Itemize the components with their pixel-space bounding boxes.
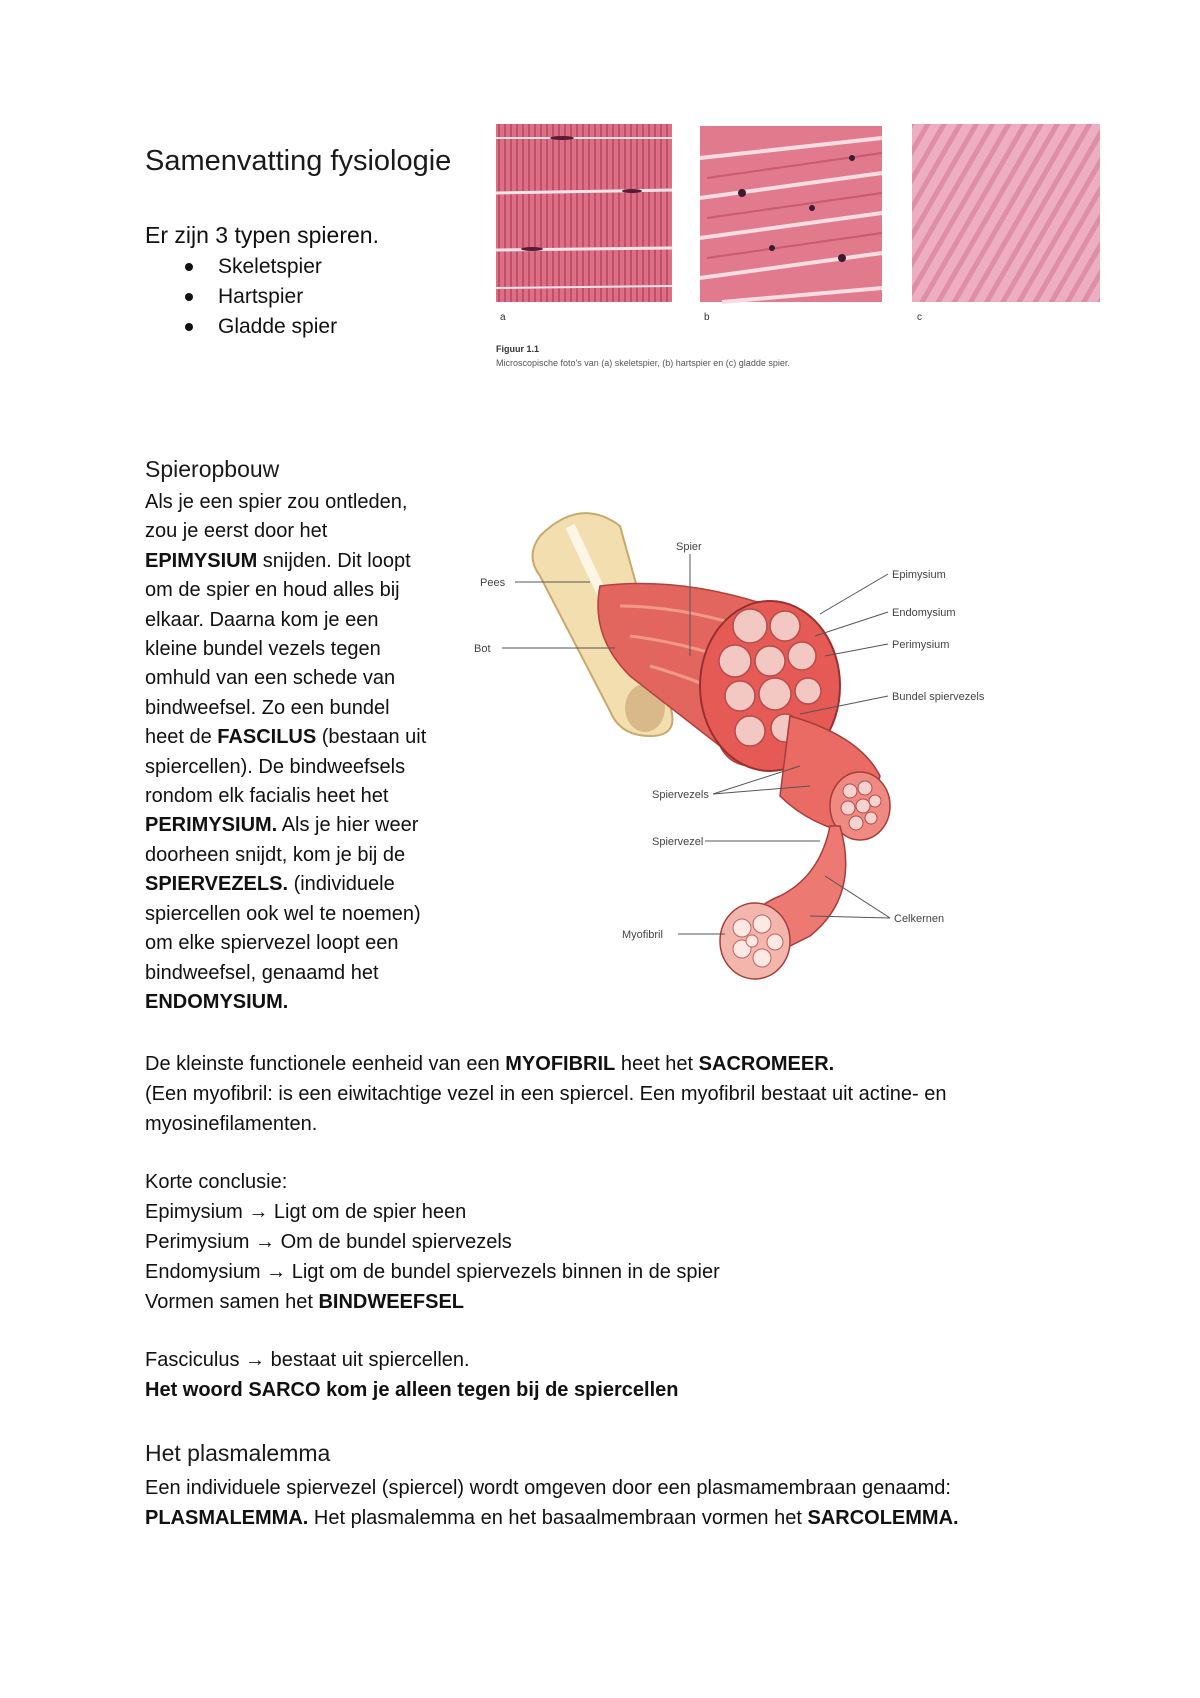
together-bold: BINDWEEFSEL xyxy=(318,1291,464,1313)
bold-term: MYOFIBRIL xyxy=(505,1053,616,1075)
fasciculus-line xyxy=(145,1346,470,1375)
text-segment: heet de xyxy=(145,726,218,749)
micrograph-skeletal-muscle xyxy=(496,124,672,302)
text-segment: doorheen snijdt, kom je bij de xyxy=(145,843,406,866)
bold-term: PLASMALEMMA. xyxy=(145,1507,309,1529)
fasciculus-term: Fasciculus xyxy=(145,1349,240,1371)
text-segment: (Een myofibril: is een eiwitachtige vezel in een spiercel. Een myofibril bestaat uit actine- en xyxy=(145,1083,947,1105)
text-segment: omhuld van een schede van xyxy=(145,667,396,690)
text-segment: myosinefilamenten. xyxy=(145,1113,318,1135)
text-segment: De kleinste functionele eenheid van een xyxy=(145,1053,506,1075)
paragraph-line xyxy=(145,606,485,635)
bold-term: FASCILUS xyxy=(217,726,317,749)
text-segment: elkaar. Daarna kom je een xyxy=(145,608,379,631)
conclusion-term: Epimysium xyxy=(145,1201,243,1223)
conclusion-row xyxy=(145,1258,720,1287)
list-item: Hartspier xyxy=(145,282,337,312)
conclusion-desc: Om de bundel spiervezels xyxy=(280,1231,512,1253)
bold-term: SACROMEER. xyxy=(698,1053,835,1075)
label-bot: Bot xyxy=(474,643,491,655)
text-segment: heet het xyxy=(615,1053,699,1075)
label-spiervezels: Spiervezels xyxy=(652,789,709,801)
muscle-anatomy-diagram xyxy=(474,496,1080,1016)
paragraph-line xyxy=(145,547,485,576)
label-celkernen: Celkernen xyxy=(894,913,945,925)
text-segment: snijden. Dit loopt xyxy=(257,549,411,572)
paragraph-line xyxy=(145,694,485,723)
paragraph-line xyxy=(145,959,485,988)
paragraph-line xyxy=(145,753,485,782)
text-segment: Als je een spier zou ontleden, xyxy=(145,491,408,513)
text-segment: Als je hier weer xyxy=(277,814,419,837)
bold-term: SARCOLEMMA. xyxy=(807,1507,959,1529)
paragraph-line xyxy=(145,782,485,811)
paragraph-line xyxy=(145,635,485,664)
paragraph-line xyxy=(145,988,485,1017)
paragraph-line xyxy=(145,929,485,958)
paragraph-line xyxy=(145,576,485,605)
bold-term: SPIERVEZELS. xyxy=(145,873,289,896)
bold-term: EPIMYSIUM xyxy=(145,549,258,572)
arrow-icon: → xyxy=(248,1201,269,1223)
fasciculus-desc: bestaat uit spiercellen. xyxy=(270,1349,470,1371)
arrow-icon: → xyxy=(245,1349,266,1371)
text-segment: (individuele xyxy=(288,873,395,896)
list-item: Skeletspier xyxy=(145,252,337,282)
arrow-icon: → xyxy=(255,1231,276,1253)
label-pees: Pees xyxy=(480,577,506,589)
figure-label-a: a xyxy=(500,312,506,323)
intro-text: Er zijn 3 typen spieren. xyxy=(145,222,379,248)
label-bundel-spiervezels: Bundel spiervezels xyxy=(892,691,985,703)
label-myofibril: Myofibril xyxy=(622,929,663,941)
figure-caption-text: Microscopische foto's van (a) skeletspier, (b) hartspier en (c) gladde spier. xyxy=(496,358,790,368)
paragraph-line xyxy=(145,900,485,929)
paragraph-line xyxy=(145,488,485,517)
figure-label-b: b xyxy=(704,312,710,323)
arrow-icon: → xyxy=(266,1261,287,1283)
text-segment: bindweefsel, genaamd het xyxy=(145,961,379,984)
conclusion-term: Perimysium xyxy=(145,1231,250,1253)
together-prefix: Vormen samen het xyxy=(145,1291,319,1313)
micrograph-figure xyxy=(492,118,1102,378)
label-spiervezel: Spiervezel xyxy=(652,836,704,848)
text-segment: spiercellen). De bindweefsels xyxy=(145,755,406,778)
section-heading-plasmalemma: Het plasmalemma xyxy=(145,1440,331,1466)
figure-label-c: c xyxy=(917,312,922,323)
section-heading-spieropbouw: Spieropbouw xyxy=(145,456,280,482)
sarco-note: Het woord SARCO kom je alleen tegen bij de spiercellen xyxy=(145,1379,679,1401)
list-item: Gladde spier xyxy=(145,312,337,342)
plasmalemma-line-2 xyxy=(145,1504,959,1533)
bold-term: PERIMYSIUM. xyxy=(145,814,278,837)
paragraph-line xyxy=(145,841,485,870)
paragraph-line xyxy=(145,517,485,546)
conclusion-row xyxy=(145,1228,512,1257)
text-segment: bindweefsel. Zo een bundel xyxy=(145,696,390,719)
paragraph-line xyxy=(145,723,485,752)
text-segment: om elke spiervezel loopt een xyxy=(145,932,399,955)
conclusion-desc: Ligt om de bundel spiervezels binnen in de spier xyxy=(291,1261,720,1283)
text-segment: kleine bundel vezels tegen xyxy=(145,638,381,661)
text-segment: Een individuele spiervezel (spiercel) wordt omgeven door een plasmamembraan genaamd: xyxy=(145,1477,951,1499)
conclusion-desc: Ligt om de spier heen xyxy=(273,1201,467,1223)
spieropbouw-paragraph xyxy=(145,488,485,1017)
label-spier: Spier xyxy=(676,541,702,553)
plasmalemma-line-1 xyxy=(145,1474,951,1503)
text-segment: spiercellen ook wel te noemen) xyxy=(145,902,421,925)
conclusion-heading: Korte conclusie: xyxy=(145,1171,288,1193)
paragraph-line xyxy=(145,664,485,693)
text-segment: Het plasmalemma en het basaalmembraan vormen het xyxy=(308,1507,808,1529)
paragraph-line xyxy=(145,870,485,899)
muscle-type-list xyxy=(145,252,337,342)
myofibril-line-1 xyxy=(145,1050,834,1079)
text-segment: zou je eerst door het xyxy=(145,520,328,543)
paragraph-line xyxy=(145,811,485,840)
text-segment: om de spier en houd alles bij xyxy=(145,579,400,602)
myofibril-line-2 xyxy=(145,1080,947,1109)
conclusion-term: Endomysium xyxy=(145,1261,261,1283)
bold-term: ENDOMYSIUM. xyxy=(145,990,289,1013)
label-epimysium: Epimysium xyxy=(892,569,946,581)
text-segment: rondom elk facialis heet het xyxy=(145,785,389,808)
figure-caption-title: Figuur 1.1 xyxy=(496,344,540,354)
label-perimysium: Perimysium xyxy=(892,639,950,651)
text-segment: (bestaan uit xyxy=(316,726,427,749)
page-title: Samenvatting fysiologie xyxy=(145,145,452,177)
label-endomysium: Endomysium xyxy=(892,607,956,619)
conclusion-together xyxy=(145,1288,464,1317)
micrograph-smooth-muscle xyxy=(912,124,1100,302)
micrograph-cardiac-muscle xyxy=(700,126,882,302)
myofibril-line-3 xyxy=(145,1110,317,1139)
conclusion-row xyxy=(145,1198,466,1227)
